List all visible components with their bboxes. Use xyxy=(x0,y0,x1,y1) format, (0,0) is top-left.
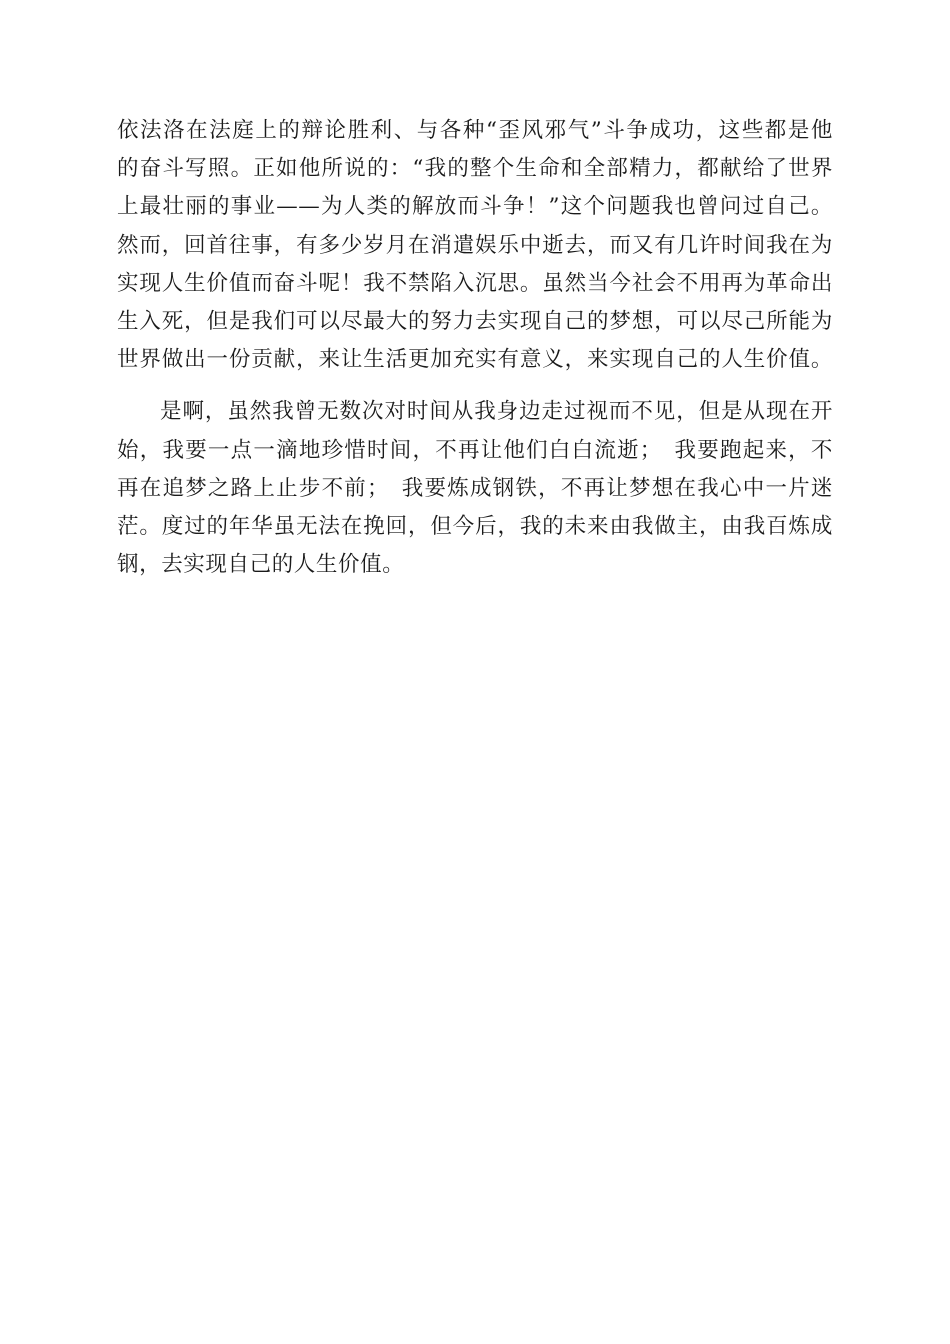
text-line: 然而，回首往事，有多少岁月在消遣娱乐中逝去，而又有几许时间我在为 xyxy=(117,232,833,258)
text-line: 钢，去实现自己的人生价值。 xyxy=(117,552,405,578)
text-line: 始，我要一点一滴地珍惜时间，不再让他们白白流逝； 我要跑起来，不 xyxy=(117,437,833,463)
text-line: 上最壮丽的事业——为人类的解放而斗争！”这个问题我也曾问过自己。 xyxy=(117,194,833,220)
paragraph-2 xyxy=(117,393,833,584)
text-line: 生入死，但是我们可以尽最大的努力去实现自己的梦想，可以尽己所能为 xyxy=(117,309,833,335)
document-body xyxy=(117,112,833,584)
text-line: 是啊，虽然我曾无数次对时间从我身边走过视而不见，但是从现在开 xyxy=(160,399,833,425)
text-line: 的奋斗写照。正如他所说的：“我的整个生命和全部精力，都献给了世界 xyxy=(117,156,833,182)
text-line: 茫。度过的年华虽无法在挽回，但今后，我的未来由我做主，由我百炼成 xyxy=(117,514,833,540)
text-line: 再在追梦之路上止步不前； 我要炼成钢铁，不再让梦想在我心中一片迷 xyxy=(117,475,833,501)
text-line: 世界做出一份贡献，来让生活更加充实有意义，来实现自己的人生价值。 xyxy=(117,347,833,373)
paragraph-1 xyxy=(117,112,833,379)
text-line: 实现人生价值而奋斗呢！我不禁陷入沉思。虽然当今社会不用再为革命出 xyxy=(117,270,833,296)
text-line: 依法洛在法庭上的辩论胜利、与各种“歪风邪气”斗争成功，这些都是他 xyxy=(117,118,833,143)
